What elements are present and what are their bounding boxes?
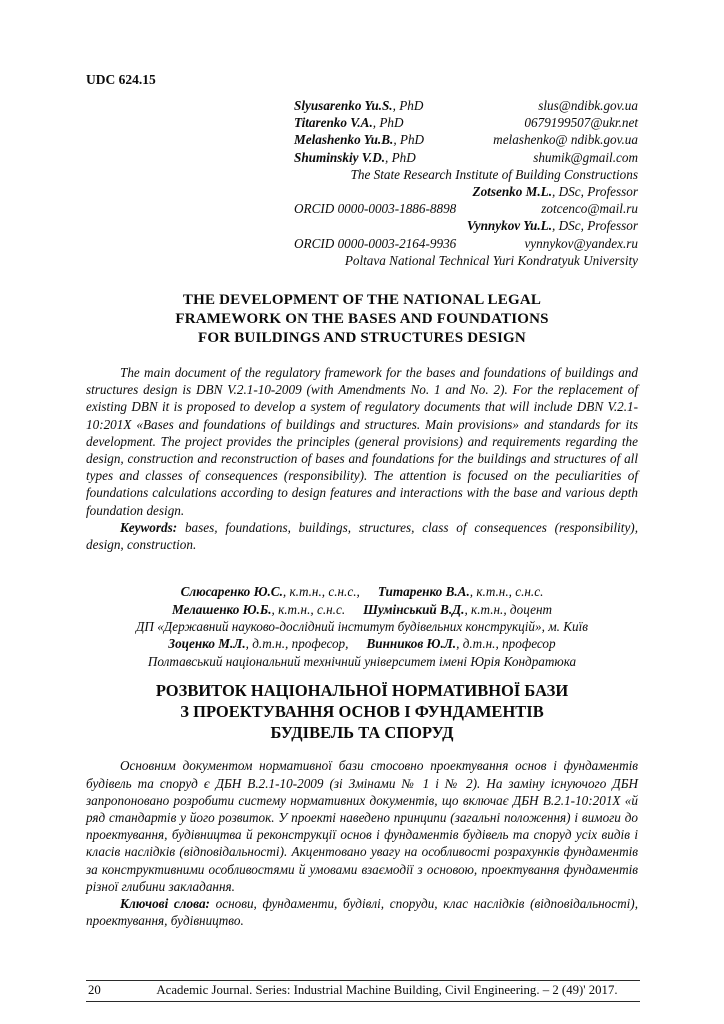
author-line-ua <box>86 635 638 652</box>
affiliation-en-2: Poltava National Technical Yuri Kondratyuk University <box>344 252 638 268</box>
author-row <box>294 131 638 148</box>
keywords-text-ua: основи, фундаменти, будівлі, споруди, клас наслідків (відповідальності), проектування, будівництво. <box>86 895 638 929</box>
author-name: Шумінський В.Д. <box>363 601 465 617</box>
orcid-row <box>294 200 638 217</box>
udc-code: UDC 624.15 <box>86 72 156 87</box>
author-name: Titarenko V.A. <box>294 115 373 131</box>
author-row <box>294 217 638 234</box>
affiliation-ua-2: Полтавський національний технічний університет імені Юрія Кондратюка <box>147 653 577 669</box>
authors-block-ua <box>86 583 638 670</box>
affiliation-en-1: The State Research Institute of Building Constructions <box>350 166 638 182</box>
author-degree: , PhD <box>393 132 425 148</box>
affiliation-ua-1: ДП «Державний науково-дослідний інститут будівельних конструкцій», м. Київ <box>136 619 588 635</box>
author-row <box>294 114 638 131</box>
paper-title-en: THE DEVELOPMENT OF THE NATIONAL LEGAL FRAMEWORK ON THE BASES AND FOUNDATIONS FOR BUILDINGS AND STRUCTURES DESIGN <box>175 292 549 347</box>
orcid-row <box>294 235 638 252</box>
paper-title-ua: РОЗВИТОК НАЦІОНАЛЬНОЇ НОРМАТИВНОЇ БАЗИ З ПРОЕКТУВАННЯ ОСНОВ І ФУНДАМЕНТІВ БУДІВЕЛЬ ТА СПОРУД <box>155 681 569 743</box>
author-name: Зоценко М.Л. <box>168 636 246 652</box>
author-name: Винников Ю.Л. <box>366 636 457 652</box>
author-email: slus@ndibk.gov.ua <box>538 98 638 113</box>
author-row <box>294 97 638 114</box>
author-degree: , PhD <box>385 149 416 165</box>
abstract-en: The main document of the regulatory framework for the bases and foundations of buildings and structures design is DBN V.2.1-10-2009 (with Amendments No. 1 and No. 2). For the replacement of existing DBN it is proposed to develop a system of regulatory documents that will include DBN V.2.1-10:201X «Bases and foundations of buildings and structures. Main provisions» and standards for its development. The project provides the principles (general provisions) and requirements regarding the design, construction and reconstruction of bases and foundations for the buildings and structures of all types and classes of consequences (responsibility). The attention is focused on the peculiarities of foundations calculations according to design features and interactions with the base and various depth foundation design. <box>86 365 638 518</box>
keywords-ua <box>86 895 638 929</box>
author-degree: , PhD <box>392 98 424 113</box>
author-name: Slyusarenko Yu.S. <box>294 98 393 113</box>
page-footer <box>86 980 640 1002</box>
author-name: Vynnykov Yu.L. <box>466 218 553 234</box>
author-name-degree <box>294 131 424 148</box>
author-degree: , к.т.н., с.н.с. <box>469 584 544 600</box>
author-email: shumik@gmail.com <box>533 149 638 165</box>
keywords-label-en: Keywords: <box>120 519 178 535</box>
author-row <box>294 183 638 200</box>
author-degree: , к.т.н., с.н.с., <box>282 584 360 600</box>
author-name: Мелашенко Ю.Б. <box>171 601 272 617</box>
author-degree: , PhD <box>372 115 404 131</box>
author-email: 0679199507@ukr.net <box>524 115 638 131</box>
author-name-degree <box>294 149 416 166</box>
author-email: vynnykov@yandex.ru <box>524 235 638 251</box>
author-email: melashenko@ ndibk.gov.ua <box>493 132 638 148</box>
author-degree: , к.т.н., с.н.с. <box>271 601 346 617</box>
author-name: Слюсаренко Ю.С. <box>180 584 283 600</box>
author-degree: , д.т.н., професор, <box>245 636 349 652</box>
author-degree: , д.т.н., професор <box>456 636 556 652</box>
author-name: Zotsenko M.L. <box>472 184 553 200</box>
keywords-label-ua: Ключові слова: <box>120 895 210 911</box>
author-name: Shuminskiy V.D. <box>294 149 386 165</box>
author-degree: , DSc, Professor <box>552 218 638 234</box>
author-degree: , к.т.н., доцент <box>464 601 553 617</box>
orcid-id: ORCID 0000-0003-1886-8898 <box>294 201 457 217</box>
abstract-ua: Основним документом нормативної бази стосовно проектування основ і фундаментів будівель та споруд є ДБН В.2.1-10-2009 (зі Змінами № 1 і № 2). На заміну існуючого ДБН запропоновано розробити систему нормативних документів, що включає ДБН В.2.1-10:201Х «й ряд стандартів у його розвиток. У проекті наведено принципи (загальні положення) і вимоги до проектування, будівництва й реконструкції основ і фундаментів будівель та споруд усіх видів і класів наслідків (відповідальності). Акцентовано увагу на особливості розрахунків фундаментів за конструктивними особливостями й умовами взаємодії з основою, проектування фундаментів різної глибини закладання. <box>86 758 638 894</box>
author-name: Melashenko Yu.B. <box>294 132 394 148</box>
keywords-en <box>86 519 638 553</box>
keywords-text-en: bases, foundations, buildings, structures, class of consequences (responsibility), design, construction. <box>86 519 638 553</box>
authors-block-en <box>294 97 638 269</box>
orcid-id: ORCID 0000-0003-2164-9936 <box>294 235 457 251</box>
journal-title: Academic Journal. Series: Industrial Machine Building, Civil Engineering. – 2 (49)' 2017. <box>156 983 618 997</box>
author-line-ua <box>86 583 638 600</box>
author-name: Титаренко В.А. <box>377 584 470 600</box>
author-row <box>294 149 638 166</box>
author-degree: , DSc, Professor <box>552 184 638 200</box>
author-line-ua <box>86 601 638 618</box>
author-name-degree <box>294 114 404 131</box>
author-name-degree <box>294 97 423 114</box>
author-email: zotcenco@mail.ru <box>541 201 638 217</box>
page-number: 20 <box>88 983 101 997</box>
